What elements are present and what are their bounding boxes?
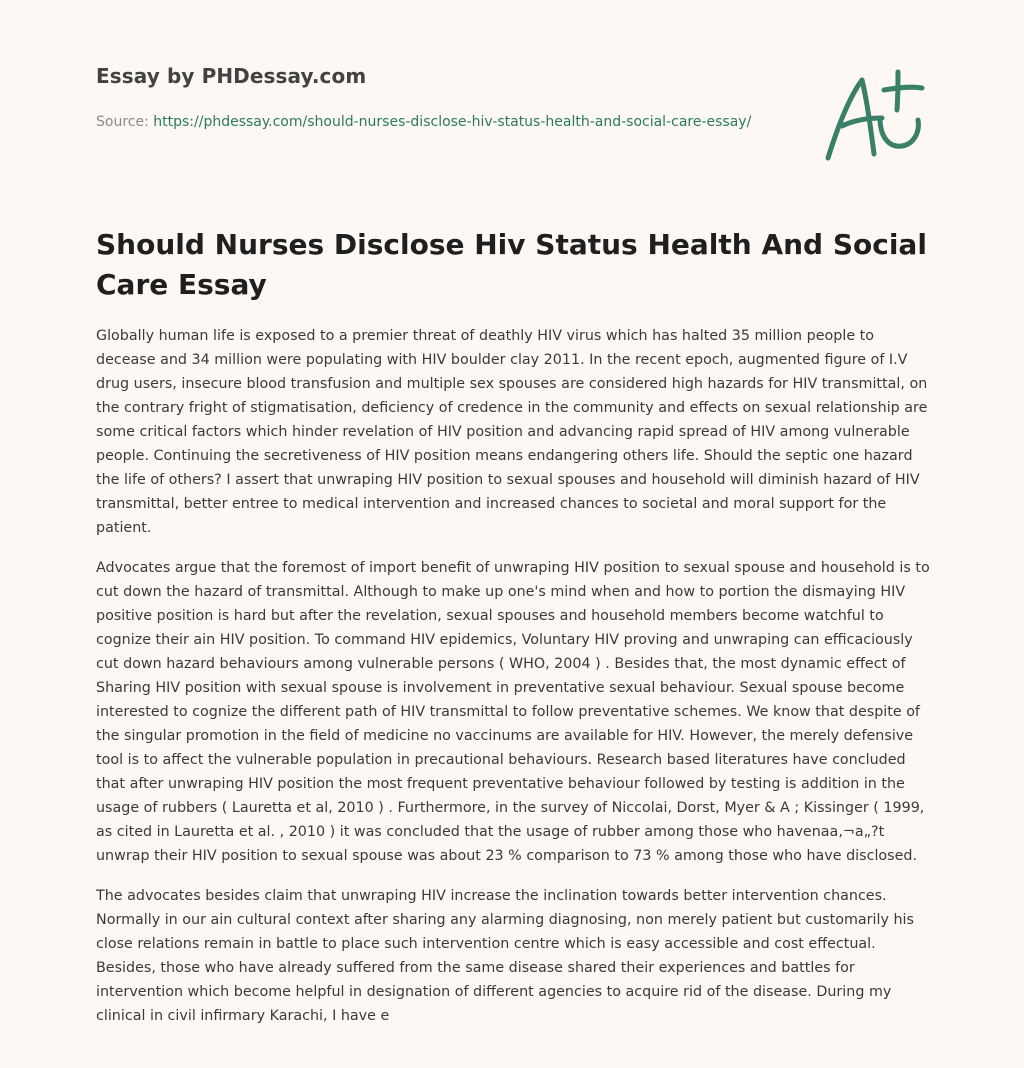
essay-paragraph: The advocates besides claim that unwraping HIV increase the inclination towards better intervention chances. Normally in our ain cultural context after sharing any alarming diagnosing, non merely patient but customarily his close relations remain in battle to place such intervention centre which is easy accessible and cost effectual. Besides, those who have already suffered from the same disease shared their experiences and battles for intervention which become helpful in designation of different agencies to acquire rid of the disease. During my clinical in civil infirmary Karachi, I have e: [96, 888, 914, 1024]
source-link[interactable]: https://phdessay.com/should-nurses-disclose-hiv-status-health-and-social-care-essay/: [153, 114, 752, 130]
essay-title: Should Nurses Disclose Hiv Status Health And Social Care Essay: [96, 228, 927, 301]
source-line: [96, 111, 776, 133]
source-label: Source:: [96, 114, 149, 130]
essay-paragraph: Advocates argue that the foremost of import benefit of unwraping HIV position to sexual spouse and household is to cut down the hazard of transmittal. Although to make up one's mind when and how to portion the dismaying HIV positive position is hard but after the revelation, sexual spouses and household members become watchful to cognize their ain HIV position. To command HIV epidemics, Voluntary HIV proving and unwraping can efficaciously cut down hazard behaviours among vulnerable persons ( WHO, 2004 ) . Besides that, the most dynamic effect of Sharing HIV position with sexual spouse is involvement in preventative sexual behaviour. Sexual spouse become interested to cognize the different path of HIV transmittal to follow preventative schemes. We know that despite of the singular promotion in the field of medicine no vaccinums are available for HIV. However, the merely defensive tool is to affect the vulnerable population in precautional behaviours. Research based literatures have concluded that after unwraping HIV position the most frequent preventative behaviour followed by testing is addition in the usage of rubbers ( Lauretta et al, 2010 ) . Furthermore, in the survey of Niccolai, Dorst, Myer & A ; Kissinger ( 1999, as cited in Lauretta et al. , 2010 ) it was concluded that the usage of rubber among those who havenaa,¬a„?t unwrap their HIV position to sexual spouse was about 23 % comparison to 73 % among those who have disclosed.: [96, 560, 930, 864]
essay-body: [96, 324, 930, 1044]
a-plus-logo-icon: [818, 66, 930, 164]
essay-paragraph: Globally human life is exposed to a premier threat of deathly HIV virus which has halted 35 million people to decease and 34 million were populating with HIV boulder clay 2011. In the recent epoch, augmented figure of I.V drug users, insecure blood transfusion and multiple sex spouses are considered high hazards for HIV transmittal, on the contrary fright of stigmatisation, deficiency of credence in the community and effects on sexual relationship are some critical factors which hinder revelation of HIV position and advancing rapid spread of HIV among vulnerable people. Continuing the secretiveness of HIV position means endangering others life. Should the septic one hazard the life of others? I assert that unwraping HIV position to sexual spouses and household will diminish hazard of HIV transmittal, better entree to medical intervention and increased chances to societal and moral support for the patient.: [96, 328, 928, 536]
site-brand: Essay by PHDessay.com: [96, 64, 367, 88]
